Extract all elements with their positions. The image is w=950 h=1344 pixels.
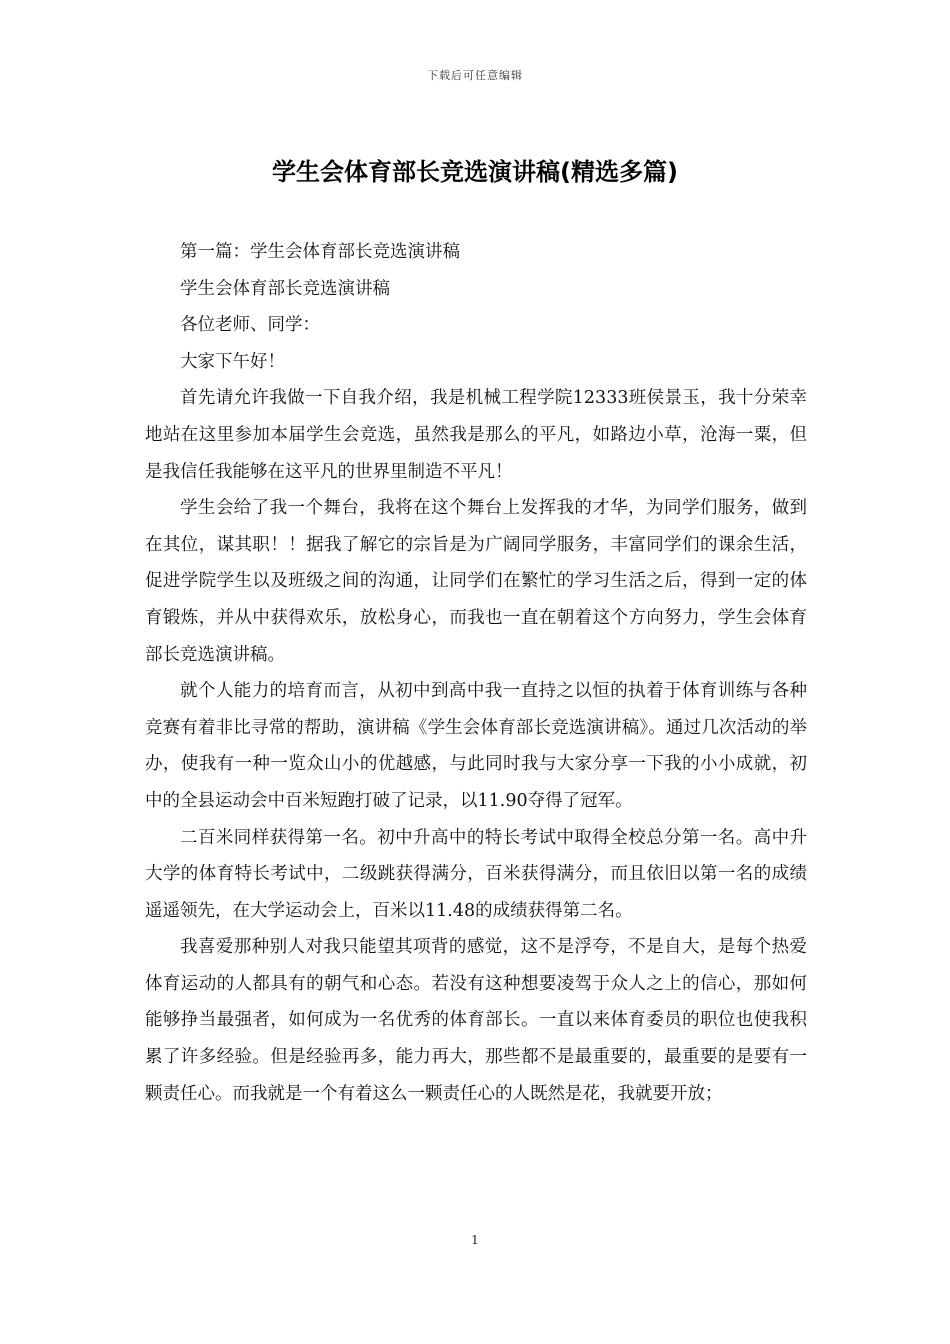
paragraph: 学生会给了我一个舞台，我将在这个舞台上发挥我的才华，为同学们服务，做到在其位，谋其职！！据我了解它的宗旨是为广阔同学服务，丰富同学们的课余生活，促进学院学生以及班级之间的沟通，让同学们在繁忙的学习生活之后，得到一定的体育锻炼，并从中获得欢乐，放松身心，而我也一直在朝着这个方向努力，学生会体育部长竞选演讲稿。 [145,498,807,665]
header-note: 下载后可任意编辑 [427,69,523,82]
document-title: 学生会体育部长竞选演讲稿(精选多篇) [272,158,678,186]
paragraph: 我喜爱那种别人对我只能望其项背的感觉，这不是浮夸，不是自大，是每个热爱体育运动的人都具有的朝气和心态。若没有这种想要凌驾于众人之上的信心，那如何能够挣当最强者，如何成为一名优秀的体育部长。一直以来体育委员的职位也使我积累了许多经验。但是经验再多，能力再大，那些都不是最重要的，最重要的是要有一颗责任心。而我就是一个有着这么一颗责任心的人既然是花，我就要开放； [145,937,807,1104]
paragraph: 第一篇：学生会体育部长竞选演讲稿 [180,242,460,262]
paragraph: 就个人能力的培育而言，从初中到高中我一直持之以恒的执着于体育训练与各种竞赛有着非比寻常的帮助，演讲稿《学生会体育部长竞选演讲稿》。通过几次活动的举办，使我有一种一览众山小的优越感，与此同时我与大家分享一下我的小小成就，初中的全县运动会中百米短跑打破了记录，以11.90夺得了冠军。 [145,681,807,811]
document-body [145,234,807,1112]
paragraph: 二百米同样获得第一名。初中升高中的特长考试中取得全校总分第一名。高中升大学的体育特长考试中，二级跳获得满分，百米获得满分，而且依旧以第一名的成绩遥遥领先，在大学运动会上，百米以11.48的成绩获得第二名。 [145,827,807,921]
paragraph: 首先请允许我做一下自我介绍，我是机械工程学院12333班侯景玉，我十分荣幸地站在这里参加本届学生会竞选，虽然我是那么的平凡，如路边小草，沧海一粟，但是我信任我能够在这平凡的世界里制造不平凡！ [145,388,807,482]
paragraph: 大家下午好！ [180,351,285,372]
paragraph: 各位老师、同学： [180,315,320,336]
page-number: 1 [471,1233,479,1247]
paragraph: 学生会体育部长竞选演讲稿 [180,278,390,299]
